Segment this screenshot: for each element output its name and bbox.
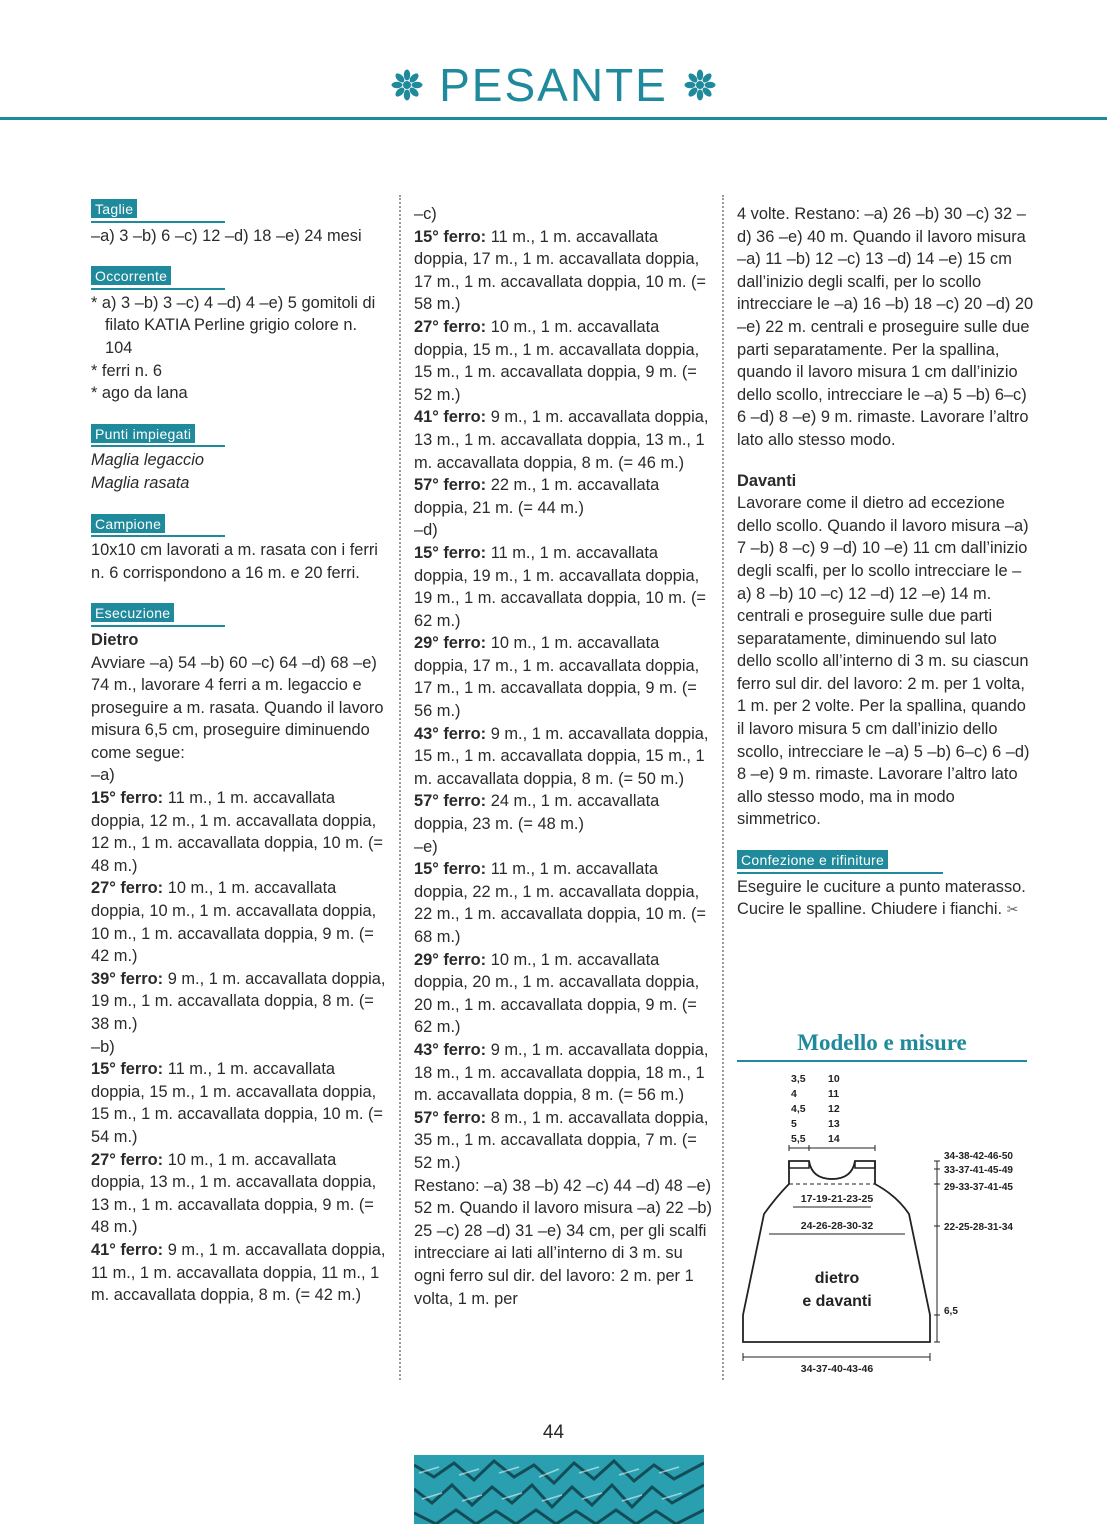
- row-instruction: 41° ferro: 9 m., 1 m. accavallata doppia, 13 m., 1 m. accavallata doppia, 13 m., 1 m. accavallata doppia, 8 m. (= 46 m.): [414, 408, 709, 472]
- column-1: [91, 198, 387, 1307]
- column-divider: [722, 195, 724, 1380]
- punti-item: Maglia legaccio: [91, 451, 204, 470]
- page-title: PESANTE: [439, 59, 668, 111]
- piece-label: e davanti: [802, 1293, 872, 1310]
- model-title: Modello e misure: [797, 1030, 967, 1055]
- occorrente-item: * ago da lana: [91, 384, 188, 403]
- size-label: –d): [414, 521, 438, 540]
- end-mark-icon: ✂: [1006, 901, 1019, 918]
- row-instruction: 15° ferro: 11 m., 1 m. accavallata doppia, 15 m., 1 m. accavallata doppia, 15 m., 1 m. accavallata doppia, 10 m. (= 54 m.): [91, 1060, 383, 1146]
- section-header-wrap: [91, 423, 225, 448]
- taglie-text: –a) 3 –b) 6 –c) 12 –d) 18 –e) 24 mesi: [91, 226, 362, 245]
- schematic-diagram: [737, 1066, 1037, 1386]
- row-instruction: 27° ferro: 10 m., 1 m. accavallata doppia, 15 m., 1 m. accavallata doppia, 15 m., 1 m. accavallata doppia, 9 m. (= 52 m.): [414, 317, 700, 404]
- shoulder-left-label: 4: [791, 1088, 797, 1100]
- row-instruction: 39° ferro: 9 m., 1 m. accavallata doppia, 19 m., 1 m. accavallata doppia, 8 m. (= 38 m.): [91, 969, 386, 1033]
- row-instruction: 29° ferro: 10 m., 1 m. accavallata doppia, 20 m., 1 m. accavallata doppia, 20 m., 1 m. accavallata doppia, 9 m. (= 62 m.): [414, 950, 700, 1037]
- section-header-confezione: Confezione e rifiniture: [737, 850, 888, 869]
- row-instruction: 15° ferro: 11 m., 1 m. accavallata doppia, 19 m., 1 m. accavallata doppia, 19 m., 1 m. accavallata doppia, 10 m. (= 62 m.): [414, 543, 706, 630]
- section-header-occorrente: Occorrente: [91, 266, 171, 285]
- flower-ornament-icon: [391, 69, 423, 101]
- shoulder-left-label: 4,5: [791, 1103, 806, 1115]
- shoulder-left-label: 5,5: [791, 1133, 806, 1145]
- davanti-text: Lavorare come il dietro ad eccezione dello scollo. Quando il lavoro misura –a) 7 –b) 8 –c) 9 –d) 10 –e) 11 cm dall’inizio degli scalfi, per lo scollo intrecciare le –a) 8 –b) 10 –c) 12 –d) 12 –e) 14 m. centrali e proseguire sulle due parti separatamente, diminuendo sul lato dello scollo all’interno di 3 m. su ciascun ferro sul dir. del lavoro: 2 m. per 1 volta, 1 m. per 2 volte. Per la spallina, quando il lavoro misura 5 cm dall’inizio dello scollo, intrecciare le –a) 5 –b) 6–c) 6 –d) 8 –e) 9 m. rimaste. Lavorare l’altro lato allo stesso modo, ma in modo simmetrico.: [737, 494, 1030, 829]
- row-instruction: 41° ferro: 9 m., 1 m. accavallata doppia, 11 m., 1 m. accavallata doppia, 11 m., 1 m. accavallata doppia, 8 m. (= 42 m.): [91, 1240, 386, 1305]
- size-label: –e): [414, 837, 438, 856]
- occorrente-item: * ferri n. 6: [91, 361, 163, 380]
- row-instruction: 27° ferro: 10 m., 1 m. accavallata doppia, 13 m., 1 m. accavallata doppia, 13 m., 1 m. accavallata doppia, 9 m. (= 48 m.): [91, 1150, 377, 1237]
- height-label: 29-33-37-41-45: [944, 1182, 1013, 1193]
- row-instruction: 15° ferro: 11 m., 1 m. accavallata doppia, 12 m., 1 m. accavallata doppia, 12 m., 1 m. accavallata doppia, 10 m. (= 48 m.): [91, 789, 383, 875]
- shoulder-right-label: 13: [828, 1118, 840, 1130]
- row-instruction: 27° ferro: 10 m., 1 m. accavallata doppia, 10 m., 1 m. accavallata doppia, 10 m., 1 m. accavallata doppia, 9 m. (= 42 m.): [91, 879, 377, 966]
- section-header-wrap: [91, 198, 225, 223]
- occorrente-item: * a) 3 –b) 3 –c) 4 –d) 4 –e) 5 gomitoli di filato KATIA Perline grigio colore n. 104: [91, 293, 376, 357]
- continued-text: 4 volte. Restano: –a) 26 –b) 30 –c) 32 –d) 36 –e) 40 m. Quando il lavoro misura –a) 11 –b) 12 –c) 13 –d) 14 –e) 15 cm dall’inizio degli scalfi, per lo scollo intrecciare le –a) 16 –b) 18 –c) 20 –d) 20 –e) 22 m. centrali e proseguire sulle due parti separatamente. Per la spallina, quando il lavoro misura 1 cm dall’inizio dello scollo, intrecciare le –a) 5 –b) 6–c) 6 –d) 8 –e) 9 m. rimaste. Lavorare l’altro lato allo stesso modo.: [737, 205, 1034, 449]
- flower-ornament-icon: [684, 69, 716, 101]
- piece-label: dietro: [814, 1270, 860, 1287]
- knit-texture-band: [414, 1455, 704, 1524]
- model-divider: [737, 1060, 1027, 1062]
- column-divider: [399, 195, 401, 1380]
- section-header-esecuzione: Esecuzione: [91, 603, 174, 622]
- row-instruction: 43° ferro: 9 m., 1 m. accavallata doppia, 15 m., 1 m. accavallata doppia, 15 m., 1 m. accavallata doppia, 8 m. (= 50 m.): [414, 724, 709, 788]
- section-header-wrap: [91, 513, 225, 538]
- dietro-text: Avviare –a) 54 –b) 60 –c) 64 –d) 68 –e) 74 m., lavorare 4 ferri a m. legaccio e proseguire a m. rasata. Quando il lavoro misura 6,5 cm, proseguire diminuendo come segue:: [91, 653, 384, 762]
- height-label: 34-38-42-46-50: [944, 1151, 1013, 1162]
- height-label: 6,5: [944, 1306, 958, 1317]
- neck-width-label: 17-19-21-23-25: [800, 1193, 874, 1205]
- garment-outline: [743, 1161, 930, 1342]
- shoulder-left-label: 3,5: [791, 1073, 806, 1085]
- section-header-wrap: [737, 849, 943, 874]
- punti-item: Maglia rasata: [91, 473, 190, 492]
- size-label: –c): [414, 205, 437, 223]
- row-instruction: 57° ferro: 24 m., 1 m. accavallata doppia, 23 m. (= 48 m.): [414, 792, 660, 834]
- row-instruction: 15° ferro: 11 m., 1 m. accavallata doppia, 22 m., 1 m. accavallata doppia, 22 m., 1 m. accavallata doppia, 10 m. (= 68 m.): [414, 860, 706, 946]
- confezione-text: Eseguire le cuciture a punto materasso. Cucire le spalline. Chiudere i fianchi. ✂: [737, 877, 1026, 919]
- column-2: [414, 203, 712, 1310]
- section-header-wrap: [91, 265, 225, 290]
- row-instruction: 57° ferro: 8 m., 1 m. accavallata doppia, 35 m., 1 m. accavallata doppia, 7 m. (= 52 m.): [414, 1108, 709, 1172]
- row-instruction: 29° ferro: 10 m., 1 m. accavallata doppia, 17 m., 1 m. accavallata doppia, 17 m., 1 m. accavallata doppia, 9 m. (= 56 m.): [414, 634, 700, 721]
- shoulder-right-label: 10: [828, 1073, 840, 1085]
- height-label: 33-37-41-45-49: [944, 1165, 1013, 1176]
- page-number: 44: [542, 1422, 565, 1443]
- shoulder-left-label: 5: [791, 1118, 797, 1130]
- header: [0, 55, 1107, 115]
- davanti-title: Davanti: [737, 471, 797, 490]
- shoulder-right-label: 14: [828, 1133, 840, 1145]
- dietro-title: Dietro: [91, 630, 139, 649]
- bottom-width-label: 34-37-40-43-46: [800, 1363, 874, 1375]
- height-label: 22-25-28-31-34: [944, 1222, 1013, 1233]
- row-instruction: 57° ferro: 22 m., 1 m. accavallata doppia, 21 m. (= 44 m.): [414, 476, 660, 517]
- restano-text: Restano: –a) 38 –b) 42 –c) 44 –d) 48 –e) 52 m. Quando il lavoro misura –a) 22 –b) 25 –c) 28 –d) 31 –e) 34 cm, per gli scalfi intrecciare ai lati all’interno di 3 m. su ogni ferro sul dir. del lavoro: 2 m. per 1 volta, 1 m. per: [414, 1176, 712, 1308]
- campione-text: 10x10 cm lavorati a m. rasata con i ferri n. 6 corrispondono a 16 m. e 20 ferri.: [91, 541, 378, 582]
- header-divider: [0, 117, 1107, 120]
- column-3: [737, 203, 1035, 921]
- size-label: –a): [91, 766, 115, 785]
- row-instruction: 15° ferro: 11 m., 1 m. accavallata doppia, 17 m., 1 m. accavallata doppia, 17 m., 1 m. accavallata doppia, 10 m. (= 58 m.): [414, 227, 706, 314]
- shoulder-right-label: 11: [828, 1088, 840, 1100]
- section-header-campione: Campione: [91, 514, 165, 533]
- row-instruction: 43° ferro: 9 m., 1 m. accavallata doppia, 18 m., 1 m. accavallata doppia, 18 m., 1 m. accavallata doppia, 8 m. (= 56 m.): [414, 1040, 709, 1105]
- section-header-punti: Punti impiegati: [91, 424, 195, 443]
- size-label: –b): [91, 1037, 115, 1056]
- section-header-taglie: Taglie: [91, 199, 137, 218]
- shoulder-right-label: 12: [828, 1103, 840, 1115]
- armhole-width-label: 24-26-28-30-32: [800, 1220, 874, 1232]
- section-header-wrap: [91, 602, 225, 627]
